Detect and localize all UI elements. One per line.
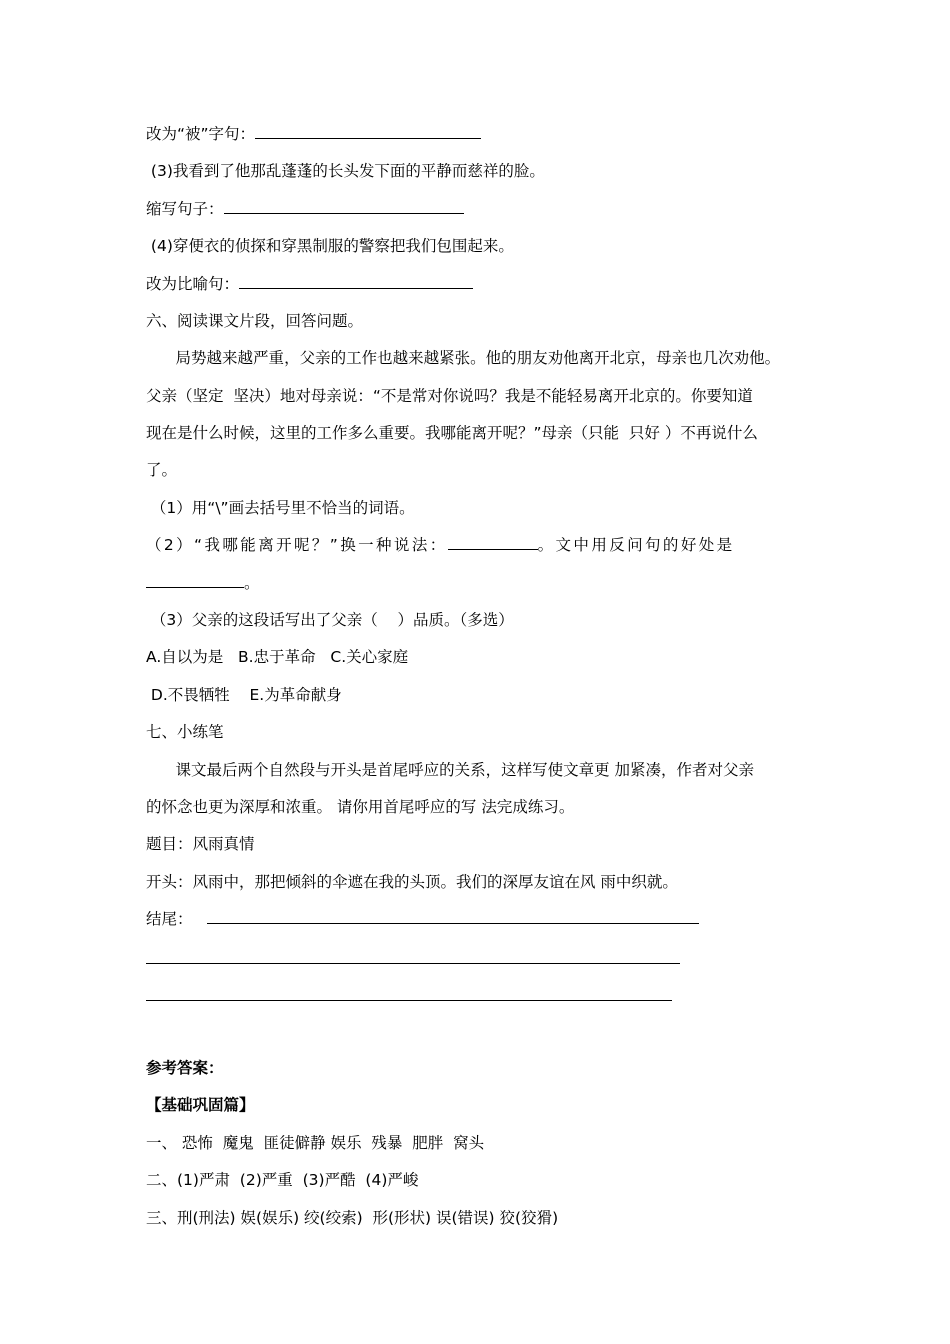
question-3-options-d-e: D.不畏牺牲 E.为革命献身	[146, 686, 342, 704]
answer-blank[interactable]	[146, 573, 244, 588]
question-2-continued: 。	[146, 573, 260, 593]
exercise-metaphor-sentence: 改为比喻句：	[146, 274, 473, 294]
answer-key-title: 参考答案：	[146, 1059, 224, 1077]
writing-ending: 结尾：	[146, 909, 699, 929]
section-7-instruction-1: 课文最后两个自然段与开头是首尾呼应的关系，这样写使文章更 加紧凑，作者对父亲	[146, 761, 754, 779]
answer-blank[interactable]	[207, 909, 699, 924]
question-1: （1）用“\”画去括号里不恰当的词语。	[146, 499, 415, 517]
answer-blank[interactable]	[224, 199, 464, 214]
writing-opening: 开头：风雨中，那把倾斜的伞遮在我的头顶。我们的深厚友谊在风 雨中织就。	[146, 873, 678, 891]
answer-blank[interactable]	[448, 535, 538, 550]
passage-line-4: 了。	[146, 461, 178, 479]
answer-1: 一、 恐怖 魔鬼 匪徒僻静 娱乐 残暴 肥胖 窝头	[146, 1134, 485, 1152]
exercise-shorten-sentence: 缩写句子：	[146, 199, 464, 219]
passage-line-1: 局势越来越严重，父亲的工作也越来越紧张。他的朋友劝他离开北京，母亲也几次劝他。	[146, 349, 781, 367]
writing-line[interactable]	[146, 963, 680, 964]
answer-key-subtitle: 【基础巩固篇】	[146, 1096, 255, 1114]
passage-line-3: 现在是什么时候，这里的工作多么重要。我哪能离开呢？”母亲（只能 只好 ）不再说什么	[146, 424, 758, 442]
exercise-passive-sentence: 改为“被”字句：	[146, 124, 481, 144]
answer-blank[interactable]	[255, 124, 481, 139]
writing-line[interactable]	[146, 1000, 672, 1001]
section-7-heading: 七、小练笔	[146, 723, 224, 741]
passage-line-2: 父亲（坚定 坚决）地对母亲说：“不是常对你说吗？我是不能轻易离开北京的。你要知道	[146, 387, 753, 405]
writing-topic: 题目：风雨真情	[146, 835, 255, 853]
question-2: （2）“我哪能离开呢？”换一种说法： 。文中用反问句的好处是	[146, 536, 735, 554]
section-6-heading: 六、阅读课文片段，回答问题。	[146, 312, 364, 330]
question-3-options-a-c: A.自以为是 B.忠于革命 C.关心家庭	[146, 648, 409, 666]
exercise-3-sentence: (3)我看到了他那乱蓬蓬的长头发下面的平静而慈祥的脸。	[146, 162, 545, 180]
answer-blank[interactable]	[239, 274, 473, 289]
section-7-instruction-2: 的怀念也更为深厚和浓重。 请你用首尾呼应的写 法完成练习。	[146, 798, 575, 816]
answer-2: 二、(1)严肃 (2)严重 (3)严酷 (4)严峻	[146, 1171, 419, 1189]
answer-3: 三、刑(刑法) 娱(娱乐) 绞(绞索) 形(形状) 误(错误) 狡(狡猾)	[146, 1209, 559, 1227]
question-3: （3）父亲的这段话写出了父亲（ ）品质。（多选）	[146, 611, 514, 629]
exercise-4-sentence: (4)穿便衣的侦探和穿黑制服的警察把我们包围起来。	[146, 237, 514, 255]
